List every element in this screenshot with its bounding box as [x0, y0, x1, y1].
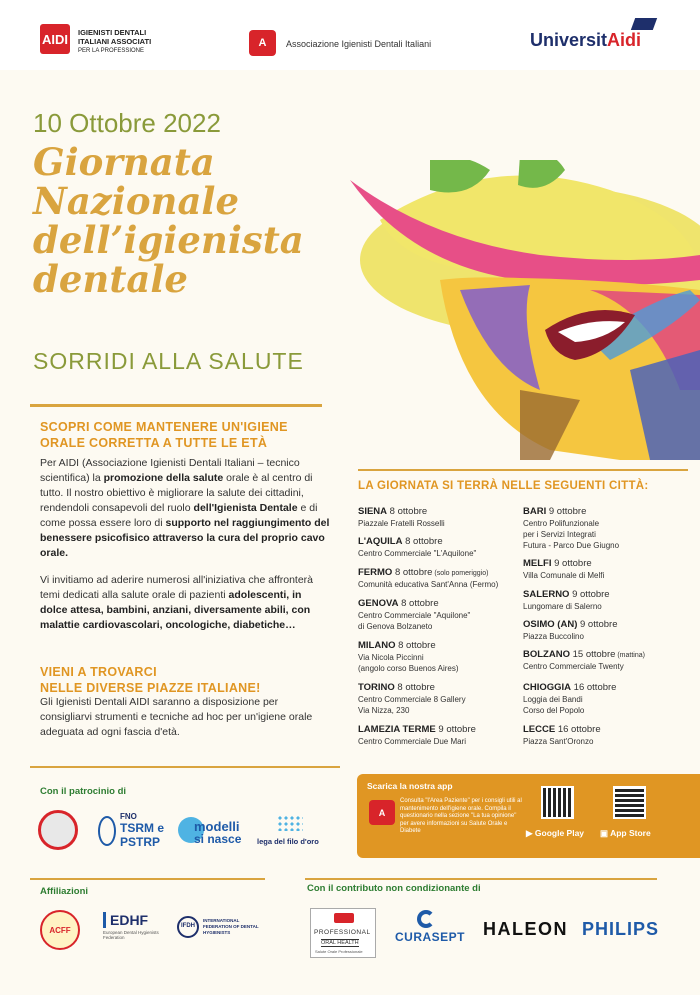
city-note: (solo pomeriggio)	[432, 570, 489, 577]
divider-top	[30, 404, 322, 407]
intro-heading	[40, 419, 340, 451]
city-date: 16 ottobre	[571, 682, 617, 693]
aidi-logo: AIDI	[40, 24, 70, 54]
city-entry	[523, 558, 693, 581]
visit-heading	[40, 664, 340, 696]
p2-b: adolescenti, in dolce attesa, bambini, anziani, diversamente abili, con malattie cardiovascolari, oncologiche, diabetiche…	[40, 589, 311, 631]
city-header	[358, 682, 528, 694]
professional-oral-health-logo	[310, 908, 376, 958]
ifdh-logo	[177, 916, 267, 940]
poh-line-2: ORAL HEALTH	[321, 940, 359, 946]
intro-heading-line-1: SCOPRI COME MANTENERE UN'IGIENE	[40, 420, 288, 434]
assoc-logo: A	[249, 30, 276, 56]
city-name: LECCE	[523, 724, 556, 735]
curasept-logo	[395, 910, 465, 946]
city-date: 8 ottobre	[394, 682, 435, 693]
p1-e: e di come possa essere loro di	[40, 502, 318, 529]
city-entry	[358, 724, 528, 747]
curasept-mark-icon	[417, 910, 435, 928]
fno-line-3: PSTRP	[120, 835, 161, 849]
app-description: Consulta "l'Area Paziente" per i consigli utili al mantenimento dell'igiene orale. Compila il questionario nella sezione "La tua opinione" per avere informazioni su Salute Orale e Diabete	[400, 798, 522, 834]
city-date: 8 ottobre	[387, 506, 428, 517]
fno-line-2: TSRM e	[120, 821, 165, 835]
city-venue-line: di Genova Bolzaneto	[358, 622, 433, 631]
city-venue-line: Piazza Buccolino	[523, 632, 584, 641]
city-header	[358, 598, 528, 610]
city-entry	[358, 682, 528, 716]
city-name: BOLZANO	[523, 649, 570, 660]
title-line-3: dell’igienista	[33, 218, 304, 262]
intro-paragraph-2	[40, 573, 330, 633]
contrib-label: Con il contributo non condizionante di	[307, 883, 481, 894]
edhf-subtext: European Dental Hygienists Federation	[103, 930, 159, 940]
city-name: OSIMO (AN)	[523, 619, 578, 630]
divider-affiliations	[30, 878, 265, 880]
city-name: BARI	[523, 506, 547, 517]
app-logo: A	[369, 800, 395, 825]
city-entry	[358, 598, 528, 632]
poh-line-1: PROFESSIONAL	[314, 929, 371, 936]
patron-lega-logo	[253, 815, 333, 851]
city-venue-line: Centro Commerciale "L'Aquilone"	[358, 549, 477, 558]
patronage-label: Con il patrocinio di	[40, 786, 127, 797]
city-header	[523, 589, 693, 601]
city-venue-line: Comunità educativa Sant'Anna (Fermo)	[358, 580, 499, 589]
visit-paragraph: Gli Igienisti Dentali AIDI saranno a disposizione per consigliarvi strumenti e tecniche ad hoc per un'igiene orale adeguata ad ogni fascia d'età.	[40, 696, 313, 738]
lega-text: lega del filo d'oro	[257, 837, 319, 846]
poh-line-3: Salute Orale Professionale	[315, 949, 363, 954]
city-venue-line: Loggia dei Bandi	[523, 695, 583, 704]
city-name: LAMEZIA TERME	[358, 724, 436, 735]
city-name: CHIOGGIA	[523, 682, 572, 693]
edhf-logo	[103, 912, 173, 948]
title-line-1: Giornata	[33, 140, 215, 184]
city-entry	[523, 506, 693, 551]
patron-modelli-logo	[178, 815, 248, 851]
city-name: SIENA	[358, 506, 388, 517]
city-date: 8 ottobre	[395, 640, 436, 651]
cities-title: LA GIORNATA SI TERRÀ NELLE SEGUENTI CITTÀ:	[358, 480, 649, 492]
city-entry	[523, 649, 693, 672]
app-store-button[interactable]: ▣ App Store	[600, 828, 651, 838]
p1-d: dell'Igienista Dentale	[193, 502, 298, 514]
city-header	[358, 567, 528, 579]
city-venue-line: Corso del Popolo	[523, 706, 585, 715]
google-play-button[interactable]: ▶ Google Play	[526, 828, 585, 838]
fno-mark-icon	[98, 816, 116, 846]
city-date: 8 ottobre	[402, 536, 443, 547]
city-venue-line: Futura - Parco Due Giugno	[523, 541, 620, 550]
city-venue-line: Centro Commerciale "Aquilone"	[358, 611, 471, 620]
city-date: 9 ottobre	[551, 558, 592, 569]
google-play-label: Google Play	[534, 828, 585, 838]
p1-c: orale è al centro di tutto. Il nostro obiettivo è migliorare la salute dei cittadini, rendendoli consapevoli del ruolo	[40, 472, 313, 514]
patron-fno-logo	[98, 812, 168, 852]
city-entry	[358, 536, 528, 559]
city-entry	[523, 724, 693, 747]
city-venue-line: Lungomare di Salerno	[523, 602, 602, 611]
app-title: Scarica la nostra app	[367, 781, 453, 791]
visit-heading-line-2: NELLE DIVERSE PIAZZE ITALIANE!	[40, 681, 261, 695]
city-date: 16 ottobre	[555, 724, 601, 735]
city-venue-line: (angolo corso Buenos Aires)	[358, 664, 459, 673]
intro-paragraph-1	[40, 456, 330, 561]
city-entry	[523, 589, 693, 612]
city-venue-line: Centro Commerciale Twenty	[523, 662, 624, 671]
city-date: 9 ottobre	[577, 619, 618, 630]
city-venue-line: Centro Commerciale 8 Gallery	[358, 695, 466, 704]
intro-heading-line-2: ORALE CORRETTA A TUTTE LE ETÀ	[40, 436, 268, 450]
assoc-name: Associazione Igienisti Dentali Italiani	[286, 39, 432, 49]
graduation-cap-icon	[631, 18, 657, 30]
divider-cities	[358, 469, 688, 471]
divider-sponsors	[305, 878, 657, 880]
edhf-text: EDHF	[103, 912, 173, 928]
city-name: L'AQUILA	[358, 536, 403, 547]
univ-part-a: Universit	[530, 30, 608, 50]
visit-heading-line-1: VIENI A TROVARCI	[40, 665, 157, 679]
city-name: MILANO	[358, 640, 396, 651]
city-venue-line: Centro Commerciale Due Mari	[358, 737, 467, 746]
event-date: 10 Ottobre 2022	[33, 108, 221, 138]
city-entry	[358, 640, 528, 674]
city-name: GENOVA	[358, 598, 399, 609]
affiliations-label: Affiliazioni	[40, 886, 89, 897]
city-header	[358, 506, 528, 518]
ifdh-abbrev: IFDH	[181, 923, 195, 929]
city-date: 8 ottobre	[392, 567, 433, 578]
acff-text: ACFF	[49, 925, 71, 935]
p1-a: Per AIDI (Associazione Igienisti Dentali Italiani – tecnico scientifica) la	[40, 457, 300, 484]
aidi-name	[78, 29, 168, 46]
city-header	[523, 619, 693, 631]
city-venue-line: Piazzale Fratelli Rosselli	[358, 519, 445, 528]
city-venue-line: Via Nicola Piccinni	[358, 653, 424, 662]
modelli-line-1: modelli	[194, 819, 240, 834]
city-entry	[523, 619, 693, 642]
city-header	[523, 506, 693, 518]
haleon-logo: HALEON	[483, 919, 568, 939]
city-date: 9 ottobre	[569, 589, 610, 600]
city-name: FERMO	[358, 567, 393, 578]
city-date: 9 ottobre	[546, 506, 587, 517]
app-store-qr-code[interactable]	[613, 786, 646, 819]
lega-dots-icon	[277, 815, 303, 831]
city-name: TORINO	[358, 682, 395, 693]
poh-badge-icon	[334, 913, 354, 923]
acff-logo	[40, 910, 80, 950]
curasept-text: CURASEPT	[395, 930, 466, 944]
city-venue-line: Villa Comunale di Melfi	[523, 571, 605, 580]
city-header	[523, 558, 693, 570]
city-name: SALERNO	[523, 589, 570, 600]
city-header	[358, 536, 528, 548]
ifdh-text: INTERNATIONAL FEDERATION OF DENTAL HYGIENISTS	[203, 918, 259, 935]
event-title	[33, 140, 353, 301]
city-header	[358, 640, 528, 652]
city-entry	[358, 506, 528, 529]
city-venue-line: Via Nizza, 230	[358, 706, 410, 715]
univ-part-b: Aidi	[607, 30, 642, 50]
tagline: SORRIDI ALLA SALUTE	[33, 348, 304, 374]
city-venue-line: Piazza Sant'Oronzo	[523, 737, 594, 746]
philips-logo: PHILIPS	[582, 919, 660, 939]
divider-footer	[30, 766, 340, 768]
p1-f: supporto nel raggiungimento del benessere psicofisico attraverso la cura del proprio cavo orale.	[40, 517, 330, 559]
city-header	[523, 724, 693, 736]
city-header	[523, 649, 693, 661]
city-header	[523, 682, 693, 694]
city-date: 15 ottobre	[569, 649, 616, 660]
title-line-4: dentale	[33, 257, 188, 301]
city-date: 9 ottobre	[435, 724, 476, 735]
aidi-line-1: IGIENISTI DENTALI	[78, 28, 147, 37]
patron-seal-logo	[38, 810, 78, 850]
city-date: 8 ottobre	[398, 598, 439, 609]
aidi-subtitle: PER LA PROFESSIONE	[78, 48, 145, 54]
fno-line-1: FNO	[120, 812, 137, 821]
p1-b: promozione della salute	[103, 472, 224, 484]
city-entry	[358, 567, 528, 590]
modelli-line-2: si nasce	[194, 832, 242, 846]
city-note: (mattina)	[615, 652, 645, 659]
city-venue-line: Centro Polifunzionale	[523, 519, 600, 528]
city-header	[358, 724, 528, 736]
p2-a: Vi invitiamo ad aderire numerosi all'iniziativa che affronterà temi dedicati alla salute orale di pazienti	[40, 574, 314, 601]
title-line-2: Nazionale	[33, 179, 240, 223]
city-venue-line: per i Servizi Integrati	[523, 530, 596, 539]
aidi-line-2: ITALIANI ASSOCIATI	[78, 36, 152, 46]
app-store-label: App Store	[610, 828, 651, 838]
city-entry	[523, 682, 693, 716]
google-play-qr-code[interactable]	[541, 786, 574, 819]
university-aidi-logo	[530, 30, 641, 51]
city-name: MELFI	[523, 558, 552, 569]
